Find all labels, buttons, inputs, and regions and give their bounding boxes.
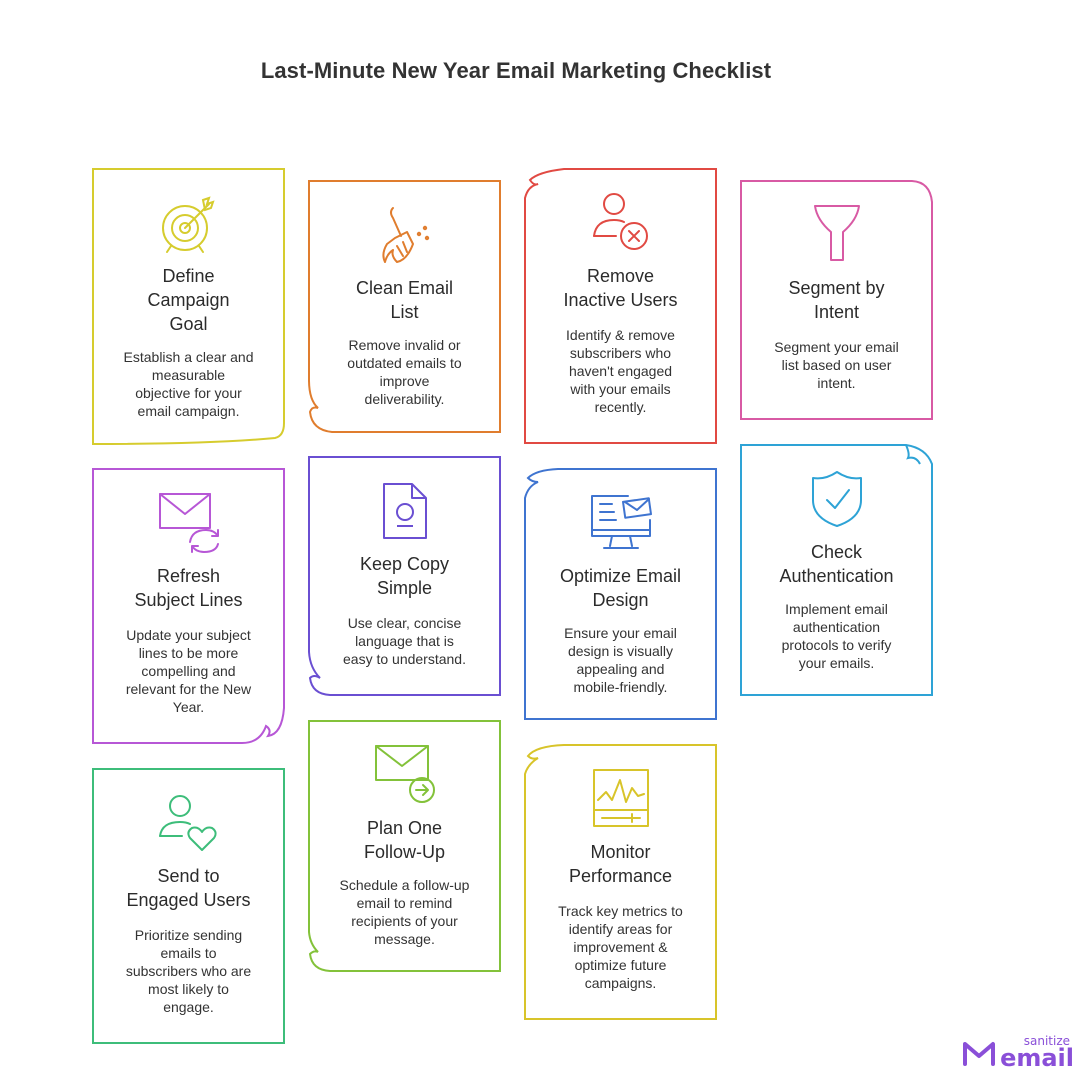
logo-mark-icon <box>962 1040 996 1066</box>
card-desc-line: Remove invalid or <box>348 337 461 353</box>
card-desc-line: Schedule a follow-up <box>339 877 470 893</box>
card-segment-by-intent <box>740 180 933 420</box>
monitor-email-icon <box>588 492 654 552</box>
card-desc-line: emails to <box>160 945 217 961</box>
card-desc-line: campaigns. <box>584 975 657 991</box>
card-desc-line: deliverability. <box>364 391 445 407</box>
card-title-line: Monitor <box>590 842 651 862</box>
card-refresh-subject-lines <box>92 468 285 744</box>
card-desc-line: Identify & remove <box>566 327 675 343</box>
card-desc-line: language that is <box>355 633 454 649</box>
card-desc-line: Segment your email <box>774 339 899 355</box>
card-title-line: Inactive Users <box>563 290 678 310</box>
shield-check-icon <box>809 468 865 530</box>
card-title-line: Check <box>810 542 863 562</box>
card-desc-line: design is visually <box>567 643 674 659</box>
target-arrow-icon <box>157 194 221 254</box>
card-desc-line: protocols to verify <box>781 637 892 653</box>
broom-icon <box>373 204 437 266</box>
card-desc-line: with your emails <box>570 381 671 397</box>
card-title-line: Keep Copy <box>359 554 450 574</box>
card-plan-one-follow-up <box>308 720 501 972</box>
card-define-campaign-goal <box>92 168 285 444</box>
card-title-line: Segment by <box>788 278 885 298</box>
card-desc-line: Year. <box>172 699 205 715</box>
card-desc-line: Prioritize sending <box>134 927 243 943</box>
card-desc-line: recently. <box>594 399 647 415</box>
card-desc-line: improvement & <box>573 939 668 955</box>
card-desc-line: list based on user <box>781 357 892 373</box>
card-title-line: Send to <box>157 866 220 886</box>
card-desc-line: email campaign. <box>137 403 240 419</box>
card-optimize-email-design <box>524 468 717 720</box>
card-title-line: Plan One <box>366 818 443 838</box>
brand-name: email <box>1000 1044 1074 1072</box>
card-desc-line: subscribers who are <box>125 963 252 979</box>
card-desc-line: subscribers who <box>569 345 672 361</box>
card-title-line: List <box>390 302 419 322</box>
card-title-line: Optimize Email <box>559 566 682 586</box>
card-desc-line: lines to be more <box>138 645 239 661</box>
card-title-line: Remove <box>586 266 655 286</box>
card-desc-line: mobile-friendly. <box>573 679 668 695</box>
card-desc-line: Track key metrics to <box>558 903 683 919</box>
card-title-line: Design <box>592 590 649 610</box>
card-keep-copy-simple <box>308 456 501 696</box>
card-title-line: Engaged Users <box>126 890 251 910</box>
card-title-line: Intent <box>813 302 860 322</box>
card-desc-line: Use clear, concise <box>347 615 462 631</box>
card-desc-line: authentication <box>792 619 881 635</box>
envelope-forward-icon <box>372 742 438 806</box>
card-remove-inactive-users <box>524 168 717 444</box>
card-desc-line: recipients of your <box>351 913 458 929</box>
performance-chart-icon <box>590 766 652 828</box>
card-title-line: Authentication <box>779 566 894 586</box>
card-desc-line: outdated emails to <box>347 355 462 371</box>
card-title-line: Performance <box>568 866 673 886</box>
card-title-line: Simple <box>376 578 433 598</box>
card-desc-line: Implement email <box>785 601 888 617</box>
card-title-line: Define <box>162 266 215 286</box>
card-desc-line: appealing and <box>576 661 665 677</box>
user-heart-icon <box>156 792 222 854</box>
card-desc-line: engage. <box>163 999 214 1015</box>
card-check-authentication <box>740 444 933 696</box>
card-desc-line: haven't engaged <box>568 363 673 379</box>
card-desc-line: your emails. <box>798 655 875 671</box>
card-desc-line: message. <box>374 931 435 947</box>
card-desc-line: easy to understand. <box>343 651 466 667</box>
card-desc-line: Establish a clear and <box>123 349 254 365</box>
card-title-line: Follow-Up <box>363 842 446 862</box>
brand-logo <box>962 1034 1082 1074</box>
card-desc-line: improve <box>379 373 430 389</box>
envelope-refresh-icon <box>156 490 222 554</box>
remove-user-icon <box>588 190 654 254</box>
card-desc-line: optimize future <box>574 957 667 973</box>
card-monitor-performance <box>524 744 717 1020</box>
brand-name-small: sanitize <box>1023 1034 1070 1048</box>
document-icon <box>380 480 430 542</box>
card-desc-line: measurable <box>151 367 226 383</box>
page-title: Last-Minute New Year Email Marketing Checklist <box>260 58 772 83</box>
card-desc-line: compelling and <box>141 663 236 679</box>
card-desc-line: intent. <box>817 375 856 391</box>
card-title-line: Goal <box>169 314 208 334</box>
card-send-to-engaged-users <box>92 768 285 1044</box>
card-title-line: Clean Email <box>355 278 454 298</box>
card-desc-line: email to remind <box>356 895 453 911</box>
card-title-line: Refresh <box>156 566 221 586</box>
card-desc-line: objective for your <box>135 385 242 401</box>
card-desc-line: relevant for the New <box>125 681 252 697</box>
card-desc-line: identify areas for <box>568 921 673 937</box>
card-desc-line: most likely to <box>148 981 229 997</box>
card-desc-line: Update your subject <box>126 627 251 643</box>
card-title-line: Subject Lines <box>134 590 243 610</box>
card-desc-line: Ensure your email <box>564 625 677 641</box>
card-title-line: Campaign <box>147 290 230 310</box>
card-clean-email-list <box>308 180 501 433</box>
funnel-icon <box>811 202 863 264</box>
